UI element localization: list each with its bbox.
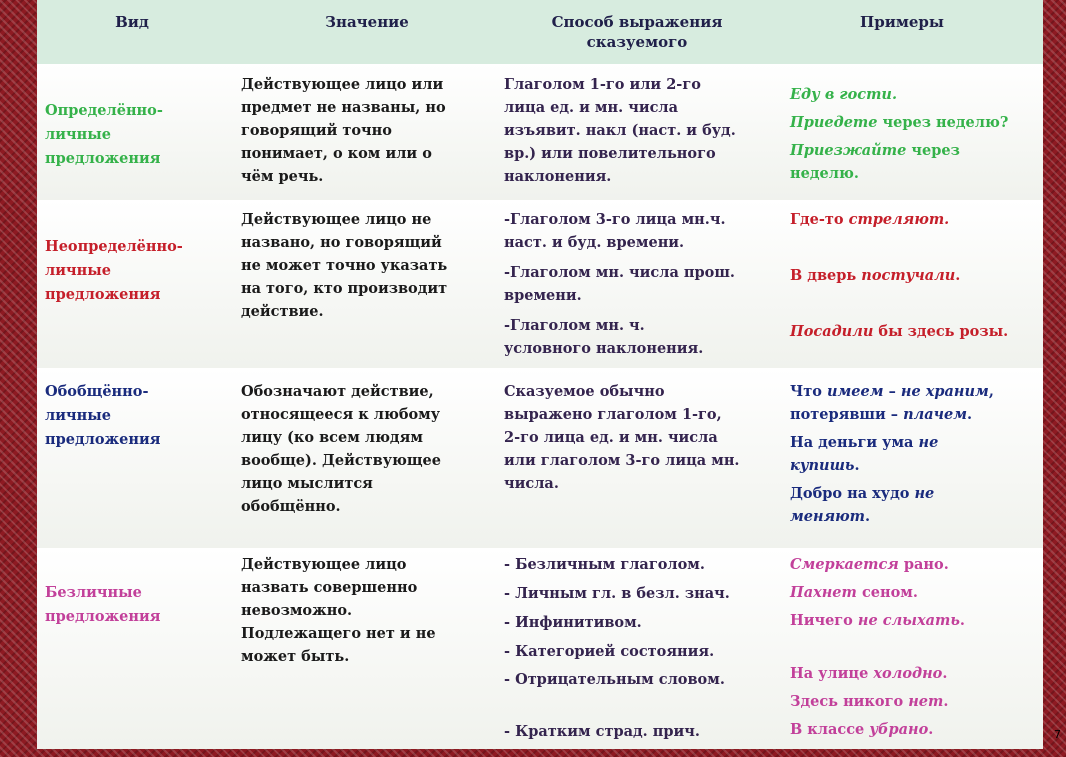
row-4-method-2: - Личным гл. в безл. знач.	[504, 585, 730, 602]
example-line: Приедете через неделю?	[790, 114, 1009, 131]
example-line: Ничего не слыхать.	[790, 612, 965, 629]
example-line: Где-то стреляют.	[790, 211, 950, 228]
row-1-method: Глаголом 1-го или 2-го лица ед. и мн. числа изъявит. накл (наст. и буд. вр.) или повелительного наклонения.	[504, 76, 736, 185]
row-2-examples	[790, 208, 1008, 343]
header-method: Способ выражения сказуемого	[551, 13, 723, 51]
row-4-kind: Безличные предложения	[45, 584, 161, 625]
example-line: Добро на худо не	[790, 485, 935, 502]
example-line: Еду в гости.	[790, 86, 898, 103]
row-2-method-1: -Глаголом 3-го лица мн.ч. наст. и буд. времени.	[504, 211, 726, 251]
row-4-method-1: - Безличным глаголом.	[504, 556, 705, 573]
row-4-meaning: Действующее лицо назвать совершенно невозможно. Подлежащего нет и не может быть.	[241, 556, 436, 665]
row-1-kind: Определённо- личные предложения	[45, 102, 163, 167]
row-3-meaning: Обозначают действие, относящееся к любому лицу (ко всем людям вообще). Действующее лицо мыслится обобщённо.	[241, 383, 442, 515]
example-line: В классе убрано.	[790, 721, 934, 738]
example-line: На деньги ума не	[790, 434, 939, 451]
example-line: Что имеем – не храним,	[790, 383, 994, 400]
example-line: Смеркается рано.	[790, 556, 949, 573]
row-1-examples	[790, 83, 1030, 185]
row-2-method-2: -Глаголом мн. числа прош. времени.	[504, 264, 735, 304]
row-2-meaning: Действующее лицо не названо, но говорящий не может точно указать на того, кто производит действие.	[241, 211, 448, 320]
example-line: На улице холодно.	[790, 665, 948, 682]
row-3-method: Сказуемое обычно выражено глаголом 1-го, 2-го лица ед. и мн. числа или глаголом 3-го лица мн. числа.	[504, 383, 740, 492]
header-examples: Примеры	[860, 13, 944, 31]
corner-mark: 7	[1054, 728, 1061, 741]
table-sheet	[37, 0, 1043, 749]
example-line: Пахнет сеном.	[790, 584, 918, 601]
example-line: меняют.	[790, 508, 871, 525]
header-kind: Вид	[115, 13, 149, 31]
row-2-method-3: -Глаголом мн. ч. условного наклонения.	[504, 317, 704, 357]
example-line: Приезжайте через неделю.	[790, 142, 960, 182]
row-4-examples-a	[790, 553, 965, 632]
example-line: потерявши – плачем.	[790, 406, 973, 423]
row-1-meaning: Действующее лицо или предмет не названы, но говорящий точно понимает, о ком или о чём речь.	[241, 76, 446, 185]
row-4-method-4: - Категорией состояния.	[504, 643, 715, 660]
row-2-kind: Неопределённо- личные предложения	[45, 238, 183, 303]
example-line: купишь.	[790, 457, 860, 474]
example-line: Здесь никого нет.	[790, 693, 949, 710]
example-line: В дверь постучали.	[790, 267, 961, 284]
example-line: Посадили бы здесь розы.	[790, 323, 1009, 340]
header-meaning: Значение	[325, 13, 409, 31]
row-4-examples-b	[790, 662, 948, 741]
row-4-method-3: - Инфинитивом.	[504, 614, 642, 631]
row-4-method-5: - Отрицательным словом.	[504, 671, 725, 688]
row-3-kind: Обобщённо- личные предложения	[45, 383, 161, 448]
row-4-method-6: - Кратким страд. прич.	[504, 723, 700, 740]
row-3-examples	[790, 380, 994, 528]
